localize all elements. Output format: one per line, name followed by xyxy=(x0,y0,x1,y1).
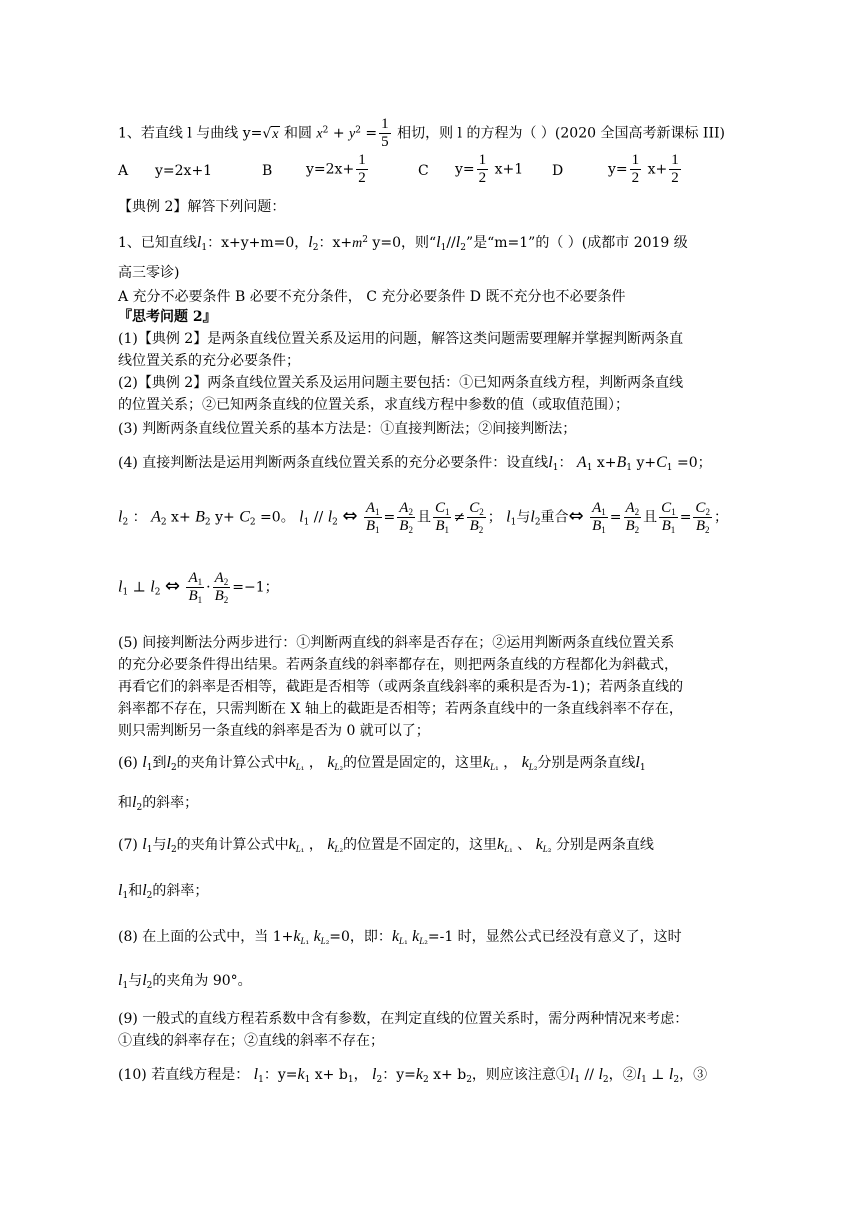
option-b: B xyxy=(262,163,273,179)
think-p8-line2: $l_1$与$l_2$的夹角为 90°。 xyxy=(118,972,252,991)
option-c-text: y= $\frac{1}{2}$ x+1 xyxy=(455,152,524,186)
option-a-text: y=2x+1 xyxy=(155,163,213,179)
think-p5-line2: 的充分必要条件得出结果。若两条直线的斜率都存在，则把两条直线的方程都化为斜截式， xyxy=(118,657,678,673)
example-2-question-line2: 高三零诊) xyxy=(118,265,180,281)
think-p9-line2: ①直线的斜率存在；②直线的斜率不存在； xyxy=(118,1033,384,1049)
think-p7-line1: (7) $l_1$与$l_2$的夹角计算公式中$k_{L_1}$ ， $k_{L_2}$的位置是不固定的，这里$k_{L_1}$ 、 $k_{L_2}$ 分别是两条直线 xyxy=(118,836,654,855)
option-a: A xyxy=(118,163,129,179)
think-p5-line1: (5) 间接判断法分两步进行：①判断两直线的斜率是否存在；②运用判断两条直线位置关系 xyxy=(118,635,675,651)
think-p9-line1: (9) 一般式的直线方程若系数中含有参数，在判定直线的位置关系时，需分两种情况来考虑： xyxy=(118,1011,689,1027)
option-b-text: y=2x+ $\frac{1}{2}$ xyxy=(306,152,366,186)
think-p4-line1: (4) 直接判断法是运用判断两条直线位置关系的充分必要条件：设直线$l_1$： $A_1$ $x+B_1$ $y+C_1 =0$； xyxy=(118,454,712,473)
q1-prefix: 1、若直线 l 与曲线 y= xyxy=(118,125,263,142)
example-2-question-line: 1、已知直线$l_1$：x+y+m=0，$l_2$：$x+m^2$ y=0，则“$l_1//l_2$”是“m=1”的（ ）(成都市 2019 级 xyxy=(118,234,688,253)
fraction-one-fifth: $\frac{1}{5}$ xyxy=(381,116,389,150)
think-p5-line3: 再看它们的斜率是否相等，截距是否相等（或两条直线斜率的乘积是否为-1)；若两条直线的 xyxy=(118,679,684,695)
think-p4-line3: $l_1$ ⊥ $l_2$ ⇔ $\frac{A_1}{B_1}$ · $\frac{A_2}{B_2}$ =−1； xyxy=(118,570,279,605)
think-p1-line1: (1)【典例 2】是两条直线位置关系及运用的问题，解答这类问题需要理解并掌握判断两条直 xyxy=(118,331,684,347)
think-p5-line5: 则只需判断另一条直线的斜率是否为 0 就可以了； xyxy=(118,723,430,739)
think-p3: (3) 判断两条直线位置关系的基本方法是：①直接判断法；②间接判断法； xyxy=(118,421,577,437)
think-p8-line1: (8) 在上面的公式中，当 $1+k_{L_1}$ $k_{L_2}=0$，即：$k_{L_1}$ $k_{L_2}=-1$ 时，显然公式已经没有意义了，这时 xyxy=(118,928,682,947)
example-2-heading: 【典例 2】解答下列问题： xyxy=(118,199,286,215)
option-d: D xyxy=(552,163,564,179)
think-p5-line4: 斜率都不存在，只需判断在 X 轴上的截距是否相等；若两条直线中的一条直线斜率不存在， xyxy=(118,701,683,717)
question-1-line: 1、若直线 l 与曲线 y=√x 和圆 $x^2 + y^2$ = $\frac{1}{5}$ 相切，则 l 的方程为（ ）(2020 全国高考新课标 III) xyxy=(118,116,725,150)
sqrt-x: √x xyxy=(262,125,279,142)
think-p4-line2: $l_2$ ： $A_2$ $x+ B_2$ $y+ C_2 =0$。 $l_1 // l_2$ ⇔ $\frac{A_1}{B_1}$ = $\frac{A_2}{B_2}$ 且 $\frac{C_1}{B_1}$ ≠ $\frac{C_2}{B_2}$ ； $l_1$与$l_2$重合⇔ $\frac{A_1}{B_1}$ = $\frac{A_2}{B_2}$ 且 $\frac{C_1}{B_1}$ = $\frac{C_2}{B_2}$ ； xyxy=(118,500,728,535)
think-p10-line1: (10) 若直线方程是： $l_1$：$y=k_1$ $x+ b_1$， $l_2$：$y=k_2$ $x+ b_2$，则应该注意$①l_1 // l_2$，$②l_1$ ⊥ $l_2$，③ xyxy=(118,1066,708,1085)
think-p6-line2: 和$l_2$的斜率； xyxy=(118,794,199,813)
option-d-text: y= $\frac{1}{2}$ x+ $\frac{1}{2}$ xyxy=(608,152,679,186)
think-p1-line2: 线位置关系的充分必要条件； xyxy=(118,353,300,369)
think-heading: 『思考问题 2』 xyxy=(118,309,217,325)
option-c: C xyxy=(418,163,429,179)
think-p7-line2: $l_1$和$l_2$的斜率； xyxy=(118,882,209,901)
example-2-choices: A 充分不必要条件 B 必要不充分条件， C 充分必要条件 D 既不充分也不必要条件 xyxy=(118,289,626,305)
think-p2-line1: (2)【典例 2】两条直线位置关系及运用问题主要包括：①已知两条直线方程，判断两条直线 xyxy=(118,375,684,391)
think-p2-line2: 的位置关系；②已知两条直线的位置关系，求直线方程中参数的值（或取值范围）； xyxy=(118,397,629,413)
think-p6-line1: (6) $l_1$到$l_2$的夹角计算公式中$k_{L_1}$ ， $k_{L_2}$的位置是固定的，这里$k_{L_1}$ ， $k_{L_2}$分别是两条直线$l_1$ xyxy=(118,754,646,773)
